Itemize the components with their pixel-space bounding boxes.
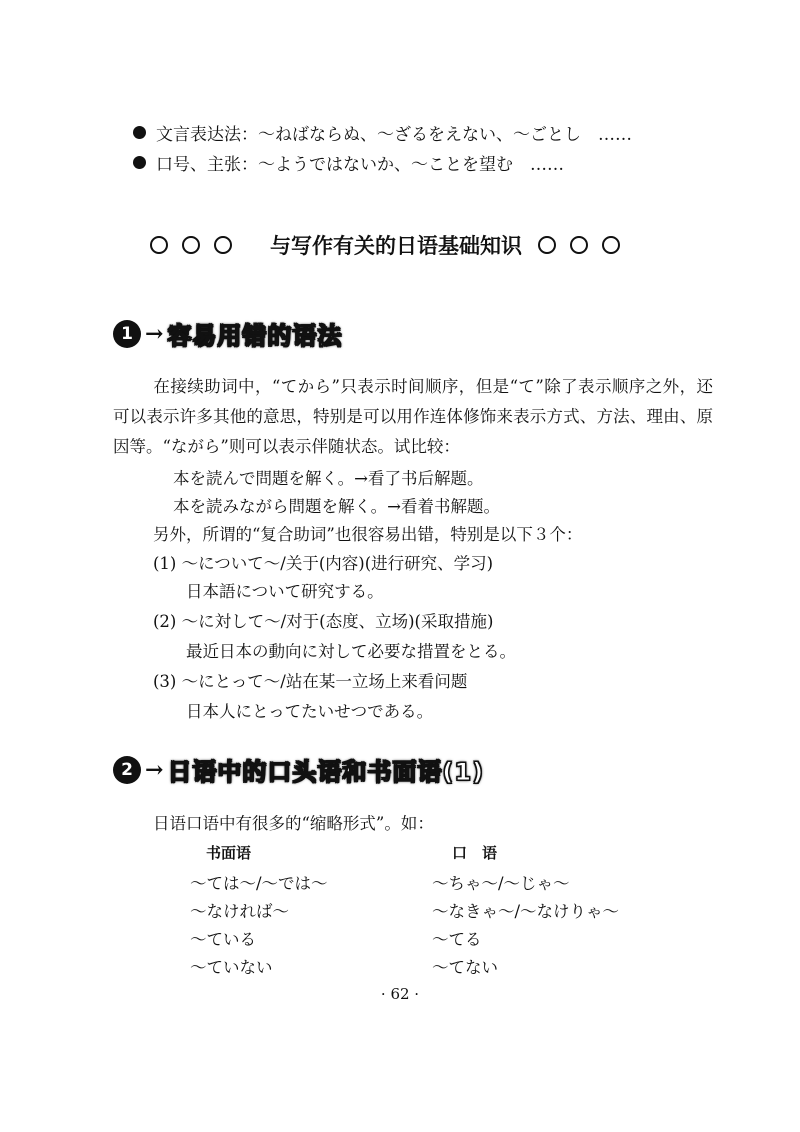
written-form: ～ては～/～では～ xyxy=(190,874,328,893)
section1-header xyxy=(113,316,342,351)
spoken-form: ～なきゃ～/～なけりゃ～ xyxy=(432,902,620,921)
written-form: ～ている xyxy=(190,930,256,949)
main-title: 与写作有关的日语基础知识 xyxy=(270,234,522,258)
column-header-spoken: 口 语 xyxy=(452,844,498,862)
paragraph-text: 在接续助词中，“てから”只表示时间顺序，但是“て”除了表示顺序之外，还可以表示许多其他的意思，特别是可以用作连体修饰来表示方式、方法、理由、原因等。“ながら”则可以表示伴随状态。试比较： xyxy=(113,377,713,456)
item-head: (2) ～に対して～/对于(态度、立场)(采取措施) xyxy=(153,612,494,631)
circle-icon xyxy=(150,236,168,254)
bullet-dot-icon xyxy=(133,126,146,139)
bullet-dot-icon xyxy=(133,156,146,169)
circle-icon xyxy=(538,236,556,254)
section2-header xyxy=(113,752,484,787)
main-title-row xyxy=(150,230,634,260)
page-number: · 62 · xyxy=(380,985,420,1003)
circle-icon xyxy=(182,236,200,254)
section1-paragraph xyxy=(113,372,713,462)
item-example: 日本語について研究する。 xyxy=(186,582,384,601)
example-line: 本を読んで問題を解く。→看了书后解题。 xyxy=(173,469,484,488)
section2-intro: 日语口语中有很多的“缩略形式”。如： xyxy=(153,814,434,833)
section-number-badge: 2 xyxy=(113,756,141,784)
spoken-form: ～てる xyxy=(432,930,482,949)
circle-icon xyxy=(602,236,620,254)
example-line: 本を読みながら問題を解く。→看着书解题。 xyxy=(173,497,500,516)
bullet-item-slogan xyxy=(133,150,564,175)
arrow-icon: → xyxy=(145,320,164,347)
section-number-badge: 1 xyxy=(113,320,141,348)
column-header-written: 书面语 xyxy=(206,844,252,862)
circle-icon xyxy=(570,236,588,254)
spoken-form: ～てない xyxy=(432,958,498,977)
arrow-icon: → xyxy=(145,756,164,783)
section1-title: 容易用错的语法 xyxy=(167,322,343,350)
item-example: 最近日本の動向に対して必要な措置をとる。 xyxy=(186,642,516,661)
circle-icon xyxy=(214,236,232,254)
written-form: ～なければ～ xyxy=(190,902,289,921)
bullet-item-classical xyxy=(133,120,632,145)
spoken-form: ～ちゃ～/～じゃ～ xyxy=(432,874,570,893)
item-head: (3) ～にとって～/站在某一立场上来看问题 xyxy=(153,672,468,691)
section2-title: 日语中的口头语和书面语(1) xyxy=(167,758,485,786)
item-head: (1) ～について～/关于(内容)(进行研究、学习) xyxy=(153,554,494,573)
item-example: 日本人にとってたいせつである。 xyxy=(186,702,434,721)
bullet-text: 文言表达法：～ねばならぬ、～ざるをえない、～ごとし …… xyxy=(156,125,632,145)
bullet-text: 口号、主张：～ようではないか、～ことを望む …… xyxy=(156,155,564,175)
compound-intro: 另外，所谓的“复合助词”也很容易出错，特别是以下３个： xyxy=(153,525,583,544)
written-form: ～ていない xyxy=(190,958,273,977)
